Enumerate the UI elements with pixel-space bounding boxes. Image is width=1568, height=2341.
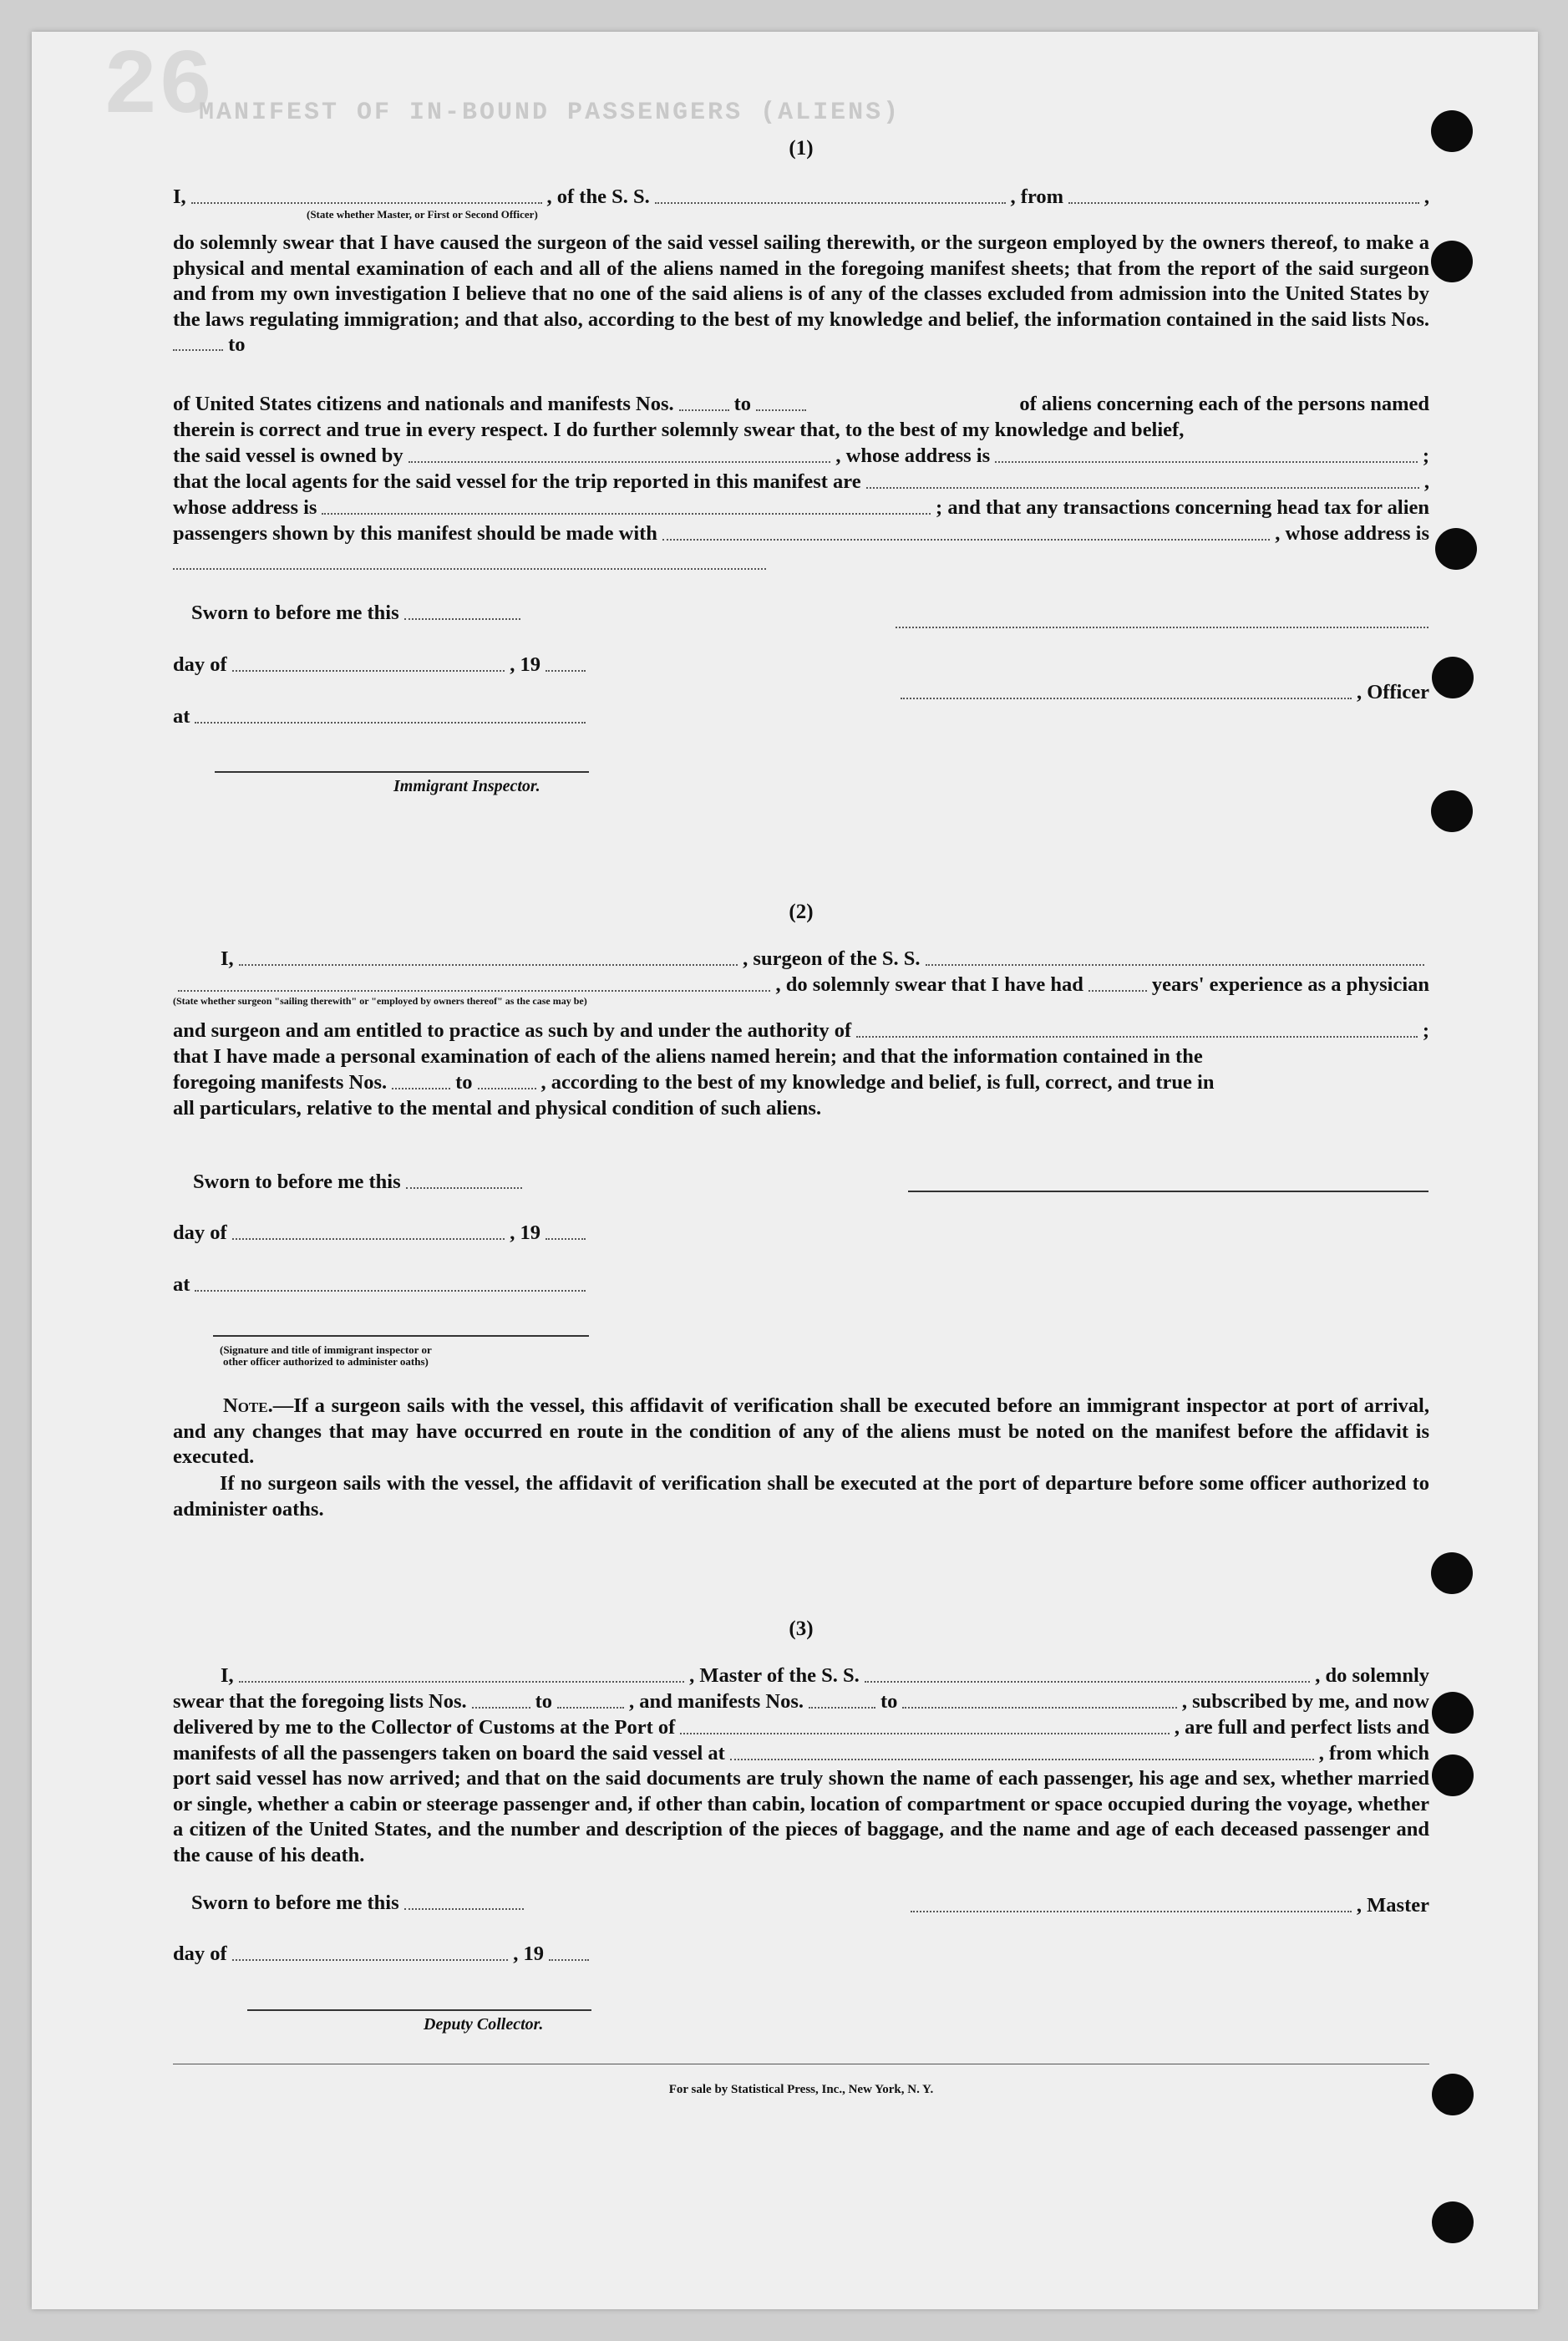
punch-hole [1432, 2201, 1474, 2243]
note-text: —If a surgeon sails with the vessel, this affidavit of verification shall be executed before an immigrant inspector at port of arrival, and any changes that may have occurred en route in the condition of any of the aliens must be noted on the manifest before the affidavit is executed. [173, 1394, 1429, 1468]
correct-line [173, 417, 1429, 443]
sig-line[interactable] [213, 1335, 589, 1337]
lists-from-field[interactable] [472, 1707, 530, 1709]
section-2-title: (2) [789, 901, 814, 923]
text: , Officer [1356, 681, 1429, 703]
footer-text: For sale by Statistical Press, Inc., New York, N. Y. [668, 2083, 934, 2096]
punch-hole [1432, 1754, 1474, 1796]
vessel-name-field-3[interactable] [865, 1681, 1310, 1683]
text: , from [1010, 185, 1064, 208]
at-line [173, 703, 591, 729]
text: all particulars, relative to the mental and physical condition of such aliens. [173, 1097, 822, 1120]
text: to [535, 1690, 553, 1713]
surgeon-name-field[interactable] [239, 964, 738, 966]
day-of-line [173, 652, 591, 678]
text: , do solemnly [1315, 1664, 1429, 1687]
vessel-name-field-2[interactable] [926, 964, 1424, 966]
manifest-to-field-2[interactable] [478, 1088, 536, 1089]
experience-line [173, 972, 1429, 998]
surgeon-caption: (State whether surgeon "sailing therewith" or "employed by owners thereof" as the case may be) [173, 995, 587, 1007]
day-of-line-3 [173, 1941, 594, 1967]
text: day of [173, 1221, 227, 1244]
month-field-3[interactable] [232, 1959, 509, 1961]
text: I, [173, 185, 186, 208]
sworn-line [191, 600, 525, 626]
inspector-label: Immigrant Inspector. [393, 777, 540, 795]
text: to [733, 393, 752, 415]
section-3-title: (3) [789, 1617, 814, 1640]
text: Sworn to before me this [191, 1892, 399, 1914]
punch-hole [1431, 790, 1473, 832]
surgeon-signature-line[interactable] [908, 1191, 1428, 1192]
text: ; and that any transactions concerning head tax for alien [936, 496, 1429, 519]
inspector-signature-line[interactable] [215, 771, 589, 773]
text: , Master of the S. S. [689, 1664, 860, 1687]
surgeon-line [173, 946, 1429, 972]
text: , subscribed by me, and now [1181, 1690, 1429, 1713]
text: manifests of all the passengers taken on board the said vessel at [173, 1742, 725, 1765]
text: I, [221, 1664, 234, 1687]
vessel-name-field[interactable] [655, 202, 1006, 204]
text: I, [221, 947, 234, 970]
punch-hole [1431, 241, 1473, 282]
sworn-line-3 [191, 1890, 529, 1916]
authority-line: and surgeon and am entitled to practice as such by and under the authority of ; [173, 1019, 1429, 1042]
lists-nos-line [173, 1688, 1429, 1714]
lists-to-field[interactable] [557, 1707, 624, 1709]
owner-field[interactable] [408, 461, 831, 463]
text: day of [173, 1942, 227, 1965]
head-tax-line [173, 521, 1429, 546]
bleed-through-header: MANIFEST OF IN-BOUND PASSENGERS (ALIENS) [199, 99, 901, 127]
owner-address-field[interactable] [995, 461, 1418, 463]
text: at [173, 705, 190, 728]
manifests-to-field[interactable] [902, 1707, 1176, 1709]
manifest-from-field-2[interactable] [392, 1088, 450, 1089]
punch-hole [1432, 2074, 1474, 2115]
text: to [880, 1690, 898, 1713]
head-tax-address-field[interactable] [173, 568, 766, 570]
text: foregoing manifests Nos. [173, 1071, 388, 1094]
section-3-text: port said vessel has now arrived; and that on the said documents are truly shown the name of each passenger, his age and sex, whether married or single, whether a cabin or steerage passenger and, if other than cabin, location of compartment or space occupied during the voyage, whether a citizen of the United States, and the number and description of the pieces of baggage, and the name and age of each deceased passenger and the cause of his death. [173, 1767, 1429, 1866]
years-field[interactable] [1088, 990, 1147, 992]
master-name-field[interactable] [191, 202, 542, 204]
bleed-through-stamp: 26 [103, 36, 214, 140]
port-from-field[interactable] [1068, 202, 1419, 204]
head-tax-party-field[interactable] [662, 539, 1270, 541]
text: that the local agents for the said vessel for the trip reported in this manifest are [173, 470, 861, 493]
examination-line [173, 1044, 1429, 1069]
sworn-day-field-3[interactable] [404, 1908, 524, 1910]
note-paragraph [173, 1394, 1429, 1470]
text: therein is correct and true in every respect. I do further solemnly swear that, to the best of my knowledge and belief, [173, 419, 1185, 441]
master-signature-field[interactable] [911, 1911, 1352, 1912]
text: , according to the best of my knowledge and belief, is full, correct, and true in [540, 1071, 1215, 1094]
deputy-signature-line[interactable] [247, 2009, 591, 2011]
collector-line [173, 1714, 1429, 1740]
oath-text: do solemnly swear that I have caused the surgeon of the said vessel sailing therewith, or the surgeon employed by the owners thereof, to make a physical and mental examination of each and all of the aliens named in the foregoing manifest sheets; that from the report of the said surgeon and from my own investigation I believe that no one of the said aliens is of any of the classes excluded from admission into the United States by the laws regulating immigration; and that also, according to the best of my knowledge and belief, the information contained in the said lists Nos. [173, 231, 1429, 331]
text: that I have made a personal examination of each of the aliens named herein; and that the information contained in the [173, 1045, 1203, 1068]
sworn-day-field[interactable] [404, 618, 520, 620]
text: , surgeon of the S. S. [743, 947, 921, 970]
text: Sworn to before me this [191, 602, 399, 624]
at-place-field-2[interactable] [195, 1290, 586, 1292]
punch-hole [1431, 1552, 1473, 1594]
oath-paragraph [173, 231, 1429, 358]
officer-line [896, 679, 1429, 705]
year-field-2[interactable] [546, 1238, 586, 1240]
agents-address-field[interactable] [322, 513, 931, 515]
text: , and manifests Nos. [629, 1690, 804, 1713]
text: , are full and perfect lists and [1174, 1716, 1429, 1739]
text: , from which [1318, 1742, 1429, 1765]
text: delivered by me to the Collector of Customs at the Port of [173, 1716, 676, 1739]
punch-hole [1432, 1692, 1474, 1734]
text: to [228, 333, 246, 356]
authority-field[interactable] [856, 1036, 1418, 1038]
manifests-from-field[interactable] [809, 1707, 875, 1709]
text: the said vessel is owned by [173, 444, 403, 467]
manifest-to-field[interactable] [756, 409, 806, 411]
text: Sworn to before me this [193, 1170, 401, 1193]
master-line-3 [173, 1663, 1429, 1688]
local-agents-line: that the local agents for the said vessel for the trip reported in this manifest are , [173, 470, 1429, 493]
year-field-3[interactable] [549, 1959, 589, 1961]
punch-hole [1432, 657, 1474, 698]
punch-hole [1435, 528, 1477, 570]
note-label: Note. [223, 1394, 273, 1417]
officer-field[interactable] [901, 698, 1352, 699]
year-field[interactable] [546, 670, 586, 672]
section-3-paragraph [173, 1766, 1429, 1868]
text: years' experience as a physician [1151, 973, 1429, 996]
foregoing-line [173, 1069, 1429, 1095]
sworn-day-field-2[interactable] [406, 1187, 522, 1189]
day-of-line-2 [173, 1220, 591, 1246]
month-field-2[interactable] [232, 1238, 505, 1240]
text: to [455, 1071, 473, 1094]
text: whose address is [173, 496, 317, 519]
master-line: I, , of the S. S. , from , [173, 185, 1429, 208]
section-1-title: (1) [789, 137, 814, 160]
master-caption: (State whether Master, or First or Second Officer) [307, 208, 538, 221]
at-place-field[interactable] [195, 722, 586, 724]
text: of United States citizens and nationals and manifests Nos. [173, 393, 674, 415]
text: , 19 [510, 1221, 540, 1244]
manifest-nos-line [173, 391, 1429, 417]
note-paragraph-2 [173, 1471, 1429, 1522]
form-sheet [32, 32, 1538, 2309]
sig-caption-1: (Signature and title of immigrant inspector or [220, 1343, 432, 1356]
master-signature-line [906, 1892, 1429, 1918]
text: of aliens concerning each of the persons named [1019, 393, 1429, 415]
master-name-field-3[interactable] [239, 1681, 684, 1683]
agents-address-line [173, 495, 1429, 521]
surgeon-status-field[interactable] [178, 990, 770, 992]
local-agents-field[interactable] [866, 487, 1419, 489]
manifest-from-field[interactable] [679, 409, 729, 411]
text: , of the S. S. [546, 185, 650, 208]
taken-on-board-line [173, 1740, 1429, 1766]
text: at [173, 1273, 190, 1296]
text: , whose address is [835, 444, 991, 467]
month-field[interactable] [232, 670, 505, 672]
sworn-line-2 [193, 1169, 527, 1195]
port-field[interactable] [680, 1733, 1170, 1734]
note-text-2: If no surgeon sails with the vessel, the affidavit of verification shall be executed at the port of departure before some officer authorized to administer oaths. [173, 1472, 1429, 1521]
text: swear that the foregoing lists Nos. [173, 1690, 467, 1713]
particulars-line [173, 1095, 1429, 1121]
text: , 19 [510, 653, 540, 676]
owned-by-line: the said vessel is owned by , whose address is ; [173, 444, 1430, 467]
text: , 19 [513, 1942, 544, 1965]
text: day of [173, 653, 227, 676]
text: passengers shown by this manifest should be made with [173, 522, 657, 545]
sig-caption-2: other officer authorized to administer oaths) [223, 1355, 429, 1368]
text: , whose address is [1275, 522, 1429, 545]
text: , Master [1356, 1894, 1429, 1917]
officer-signature-field[interactable] [896, 627, 1428, 628]
punch-hole [1431, 110, 1473, 152]
boarding-port-field[interactable] [730, 1759, 1314, 1760]
deputy-label: Deputy Collector. [424, 2015, 544, 2034]
at-line-2 [173, 1272, 591, 1297]
text: , do solemnly swear that I have had [775, 973, 1083, 996]
text: and surgeon and am entitled to practice as such by and under the authority of [173, 1019, 852, 1042]
